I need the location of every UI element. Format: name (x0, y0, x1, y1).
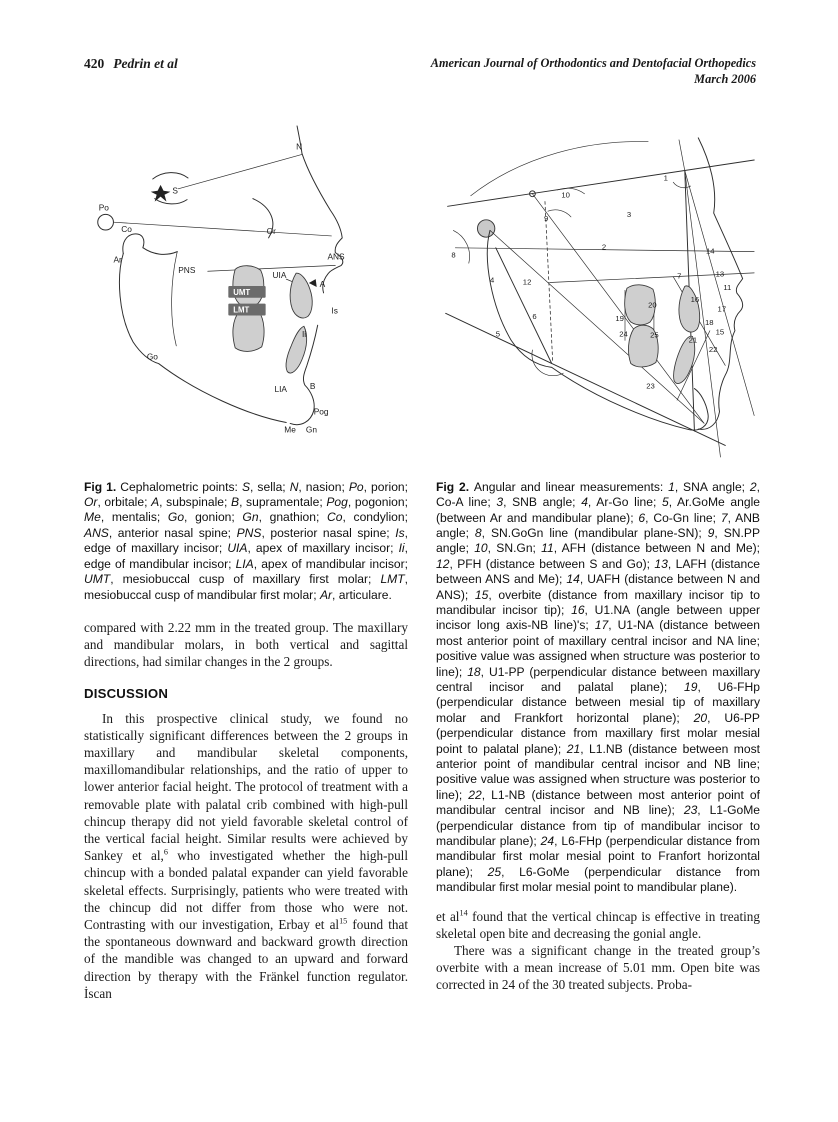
figure-point-label: 12 (522, 277, 532, 287)
figure-point-label: 10 (561, 190, 570, 200)
figure-point-label: Po (98, 202, 109, 213)
figure-1-cephalometric-tracing (84, 124, 408, 466)
figure-point-label: Me (284, 424, 296, 435)
palatal-plane (208, 265, 336, 287)
measurement-lines (446, 140, 755, 457)
figure-point-label: Or (266, 225, 276, 236)
page-header (84, 56, 756, 87)
figure-point-label: 4 (490, 275, 495, 285)
figure-point-label: Ii (301, 329, 307, 340)
figure-point-label: Gn (305, 424, 318, 435)
upper-molar (233, 266, 264, 306)
upper-incisor (679, 286, 700, 332)
figure-point-label: LMT (233, 305, 250, 315)
figure-point-label: PNS (178, 265, 196, 276)
running-author: Pedrin et al (113, 56, 178, 71)
right-column (436, 116, 760, 1002)
mandible-outline (487, 230, 708, 430)
figure-point-label: UIA (272, 270, 287, 281)
figure-point-label: Go (146, 351, 158, 362)
figure-point-label: Pog (313, 406, 329, 417)
paragraph-results-continued: compared with 2.22 mm in the treated group. The maxillary and mandibular molars, in both vertical and sagittal directions, had similar changes in the 2 groups. (84, 619, 408, 670)
figure-point-label: S (172, 185, 178, 196)
figure-1-caption: Fig 1. Cephalometric points: S, sella; N, nasion; Po, porion; Or, orbitale; A, subspinale; B, supramentale; Pog, pogonion; Me, mentalis; Go, gonion; Gn, gnathion; Co, condylion; ANS, anterior nasal spine; PNS, posterior nasal spine; Is, edge of maxillary incisor; UIA, apex of maxillary incisor; Ii, edge of mandibular incisor; LIA, apex of mandibular incisor; UMT, mesiobuccal cusp of maxillary first molar; LMT, mesiobuccal cusp of mandibular first molar; Ar, articulare. (84, 479, 409, 602)
figure-point-label: UMT (233, 287, 251, 297)
journal-title: American Journal of Orthodontics and Dentofacial Orthopedics (430, 56, 756, 70)
figure-point-label: 19 (615, 314, 624, 324)
figure-1 (84, 124, 408, 603)
two-column-body (84, 116, 760, 1002)
facial-profile (698, 138, 742, 429)
figure-point-label: 13 (715, 269, 725, 279)
paragraph-iscan-continued: et $al^{14}$ found that the vertical chincap is effective in treating skeletal open bite and decreasing the gonial angle. (436, 908, 760, 941)
upper-incisor (290, 273, 312, 318)
sella-marker (151, 185, 171, 202)
figure-point-label: N (296, 141, 303, 152)
figure-point-label: 6 (532, 312, 537, 322)
figure-point-label: LIA (274, 384, 287, 395)
figure-point-label: Co (121, 223, 132, 234)
figure-point-label: 9 (544, 213, 549, 223)
figure-point-label: 2 (601, 242, 607, 252)
figure-point-label: 18 (705, 317, 714, 327)
figure-point-label: 8 (451, 250, 456, 260)
figure-point-label: 5 (495, 329, 501, 339)
figure-point-label: ANS (327, 251, 345, 262)
figure-point-label: 11 (723, 283, 732, 293)
figure-point-label: Is (331, 305, 338, 316)
figure-point-label: B (309, 381, 316, 392)
figure-2-caption: Fig 2. Angular and linear measurements: 1, SNA angle; 2, Co-A line; 3, SNB angle; 4, Ar-Go line; 5, Ar.GoMe angle (between Ar and mandibular plane); 6, Co-Gn line; 7, ANB angle; 8, SN.GoGn line (mandibular plane-SN); 9, SN.PP angle; 10, SN.Gn; 11, AFH (distance between N and Me); 12, PFH (distance between S and Go); 13, LAFH (distance between ANS and Me); 14, UAFH (distance between N and ANS); 15, overbite (distance from maxillary incisor tip to mandibular incisor tip); 16, U1.NA (angle between upper incisor long axis-NB line)'s; 17, U1-NA (distance between most anterior point of maxillary central incisor and NA line; positive value was assigned when structure was posterior to line); 18, U1-PP (perpendicular distance between maxillary central incisor and palatal plane); 19, U6-FHp (perpendicular distance between mesial tip of maxillary molar and Frankfort horizontal plane); 20, U6-PP (perpendicular distance from maxillary first molar mesial point to palatal plane); 21, L1.NB (distance between most anterior point of mandibular central incisor and NB line; positive value was assigned when structure was posterior to line); 22, L1-NB (distance between most anterior point of mandibular central incisor and NB line); 23, L1-GoMe (perpendicular distance from tip of mandibular incisor to mandibular plane); 24, L6-FHp (perpendicular distance from mandibular first molar mesial point to Franfort horizontal plane); 25, L6-GoMe (perpendicular distance from mandibular first molar mesial point to mandibular plane). (436, 479, 761, 895)
issue-date: March 2006 (694, 71, 756, 86)
figure-2-measurements-tracing (436, 134, 760, 466)
figure-point-label: Ar (113, 254, 122, 265)
figure-point-label: 23 (646, 381, 655, 391)
a-point-arrow (309, 279, 317, 287)
figure-2 (436, 134, 760, 896)
figure-point-label: 25 (650, 330, 659, 340)
left-column (84, 116, 408, 1002)
teeth (625, 285, 700, 384)
paragraph-overbite: There was a significant change in the treated group’s overbite with a mean increase of 5.01 mm. Open bite was corrected in 24 of the 30 treated subjects. Proba- (436, 943, 760, 993)
figure-point-label: 7 (677, 271, 682, 281)
figure-point-label: 15 (715, 327, 725, 337)
figure-point-label: 21 (688, 335, 698, 345)
running-head-left (84, 56, 178, 72)
condyle-shade (477, 220, 494, 237)
section-heading-discussion: DISCUSSION (84, 685, 169, 701)
figure-point-label: 14 (705, 246, 715, 256)
figure-point-label: 24 (619, 329, 628, 339)
figure-point-label: 17 (717, 304, 727, 314)
figure-point-label: 1 (663, 173, 668, 183)
figure-point-label: 16 (690, 294, 700, 304)
page-number: 420 (84, 56, 105, 71)
figure-point-label: 22 (708, 344, 718, 354)
teeth (228, 266, 312, 373)
figure-point-label: 3 (626, 209, 632, 219)
figure-point-label: 20 (648, 300, 657, 310)
figure-point-label: A (319, 278, 326, 289)
running-head-right (431, 56, 756, 87)
paragraph-discussion: In this prospective clinical study, we found no statistically significant differences between the 2 groups in maxillary and mandibular skeletal components, maxillomandibular relationships, and the ratio of upper to lower anterior facial height. The protocol of treatment with a removable plate with palatal crib combined with high-pull chincup therapy did not yield favorable skeletal control of the vertical facial height. Similar results were achieved by Sankey et al,$^6$ who investigated whether the high-pull chincup with a bonded palatal expander can yield favorable skeletal effects. Surprisingly, patients who were treated with the chincup did not differ from those who were not. Contrasting with our investigation, Erbay et $al^{15}$ found that the spontaneous downward and backward growth direction of the mandible was changed to an upward and forward direction by therapy with the Fränkel function regulator. İscan (84, 710, 409, 1001)
